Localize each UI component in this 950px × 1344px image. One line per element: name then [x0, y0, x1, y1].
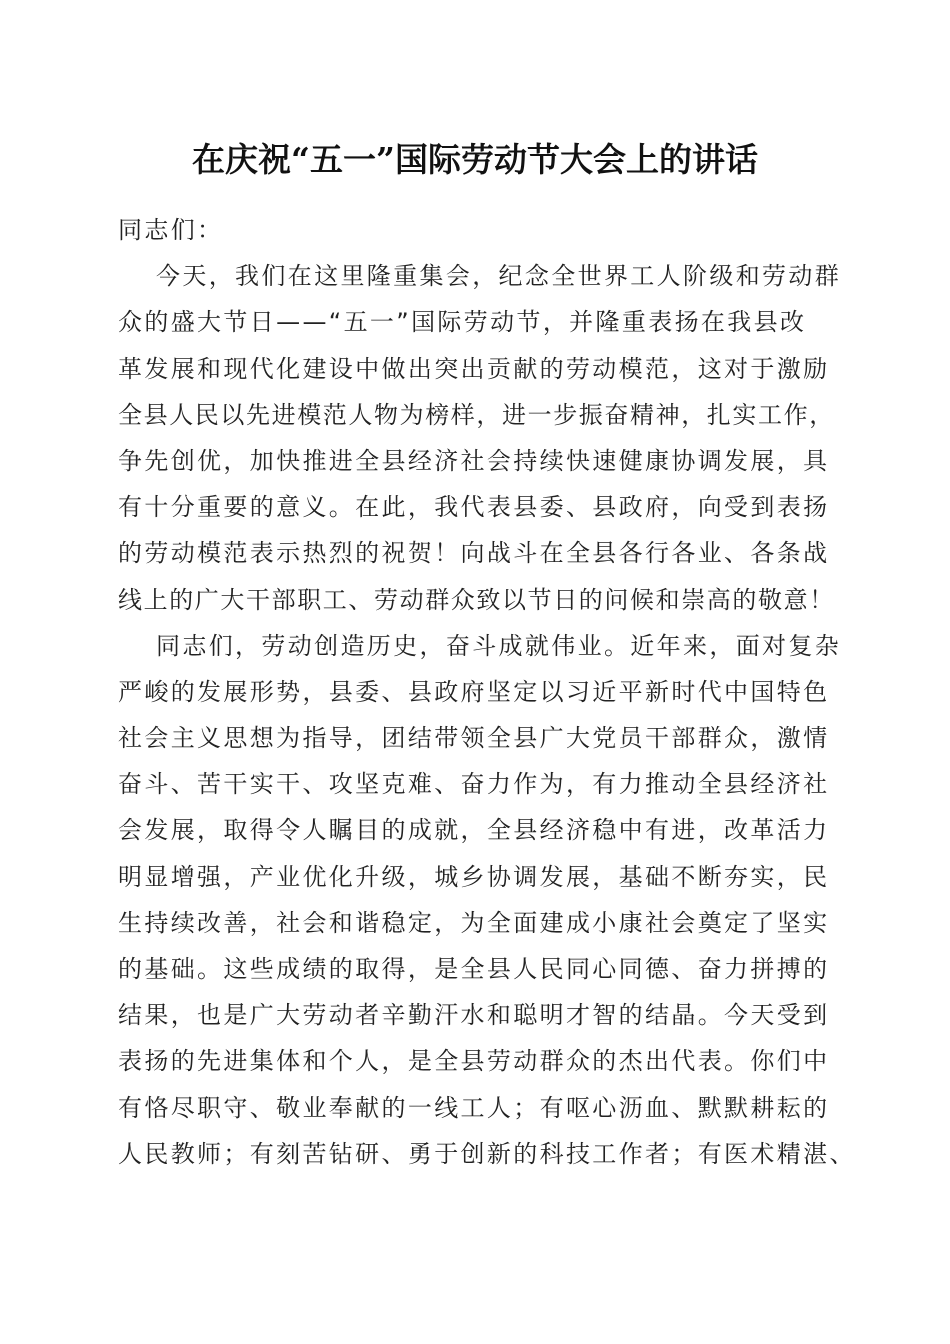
- paragraph-1-line-3: 革发展和现代化建设中做出突出贡献的劳动模范，这对于激励: [118, 354, 830, 383]
- document-title: 在庆祝“五一”国际劳动节大会上的讲话: [192, 140, 758, 179]
- paragraph-2-line-3: 社会主义思想为指导，团结带领全县广大党员干部群众，激情: [118, 724, 830, 753]
- paragraph-2-line-10: 表扬的先进集体和个人，是全县劳动群众的杰出代表。你们中: [118, 1047, 830, 1076]
- paragraph-2-line-5: 会发展，取得令人瞩目的成就，全县经济稳中有进，改革活力: [118, 816, 830, 845]
- paragraph-2-line-8: 的基础。这些成绩的取得，是全县人民同心同德、奋力拼搏的: [118, 955, 830, 983]
- paragraph-1-line-7: 的劳动模范表示热烈的祝贺！向战斗在全县各行各业、各条战: [118, 539, 830, 568]
- paragraph-2-line-9: 结果，也是广大劳动者辛勤汗水和聪明才智的结晶。今天受到: [118, 1001, 830, 1030]
- paragraph-1-line-4: 全县人民以先进模范人物为榜样，进一步振奋精神，扎实工作，: [118, 400, 835, 429]
- paragraph-2-line-7: 生持续改善，社会和谐稳定，为全面建成小康社会奠定了坚实: [118, 908, 830, 937]
- document-body: [118, 207, 856, 1177]
- paragraph-1-line-1: 今天，我们在这里隆重集会，纪念全世界工人阶级和劳动群: [156, 262, 842, 291]
- paragraph-2-line-1: 同志们，劳动创造历史，奋斗成就伟业。近年来，面对复杂: [156, 631, 842, 660]
- salutation-line: 同志们：: [118, 216, 224, 244]
- paragraph-1-line-5: 争先创优，加快推进全县经济社会持续快速健康协调发展，具: [118, 446, 830, 475]
- paragraph-1-line-8: 线上的广大干部职工、劳动群众致以节日的问候和崇高的敬意！: [118, 585, 835, 614]
- paragraph-2-line-11: 有恪尽职守、敬业奉献的一线工人；有呕心沥血、默默耕耘的: [118, 1093, 830, 1122]
- paragraph-2-line-2: 严峻的发展形势，县委、县政府坚定以习近平新时代中国特色: [118, 677, 830, 706]
- paragraph-1-line-6: 有十分重要的意义。在此，我代表县委、县政府，向受到表扬: [118, 493, 830, 522]
- paragraph-2-line-12: 人民教师；有刻苦钻研、勇于创新的科技工作者；有医术精湛、: [118, 1139, 856, 1168]
- paragraph-1-line-2: 众的盛大节日——“五一”国际劳动节，并隆重表扬在我县改: [118, 308, 807, 337]
- paragraph-2-line-6: 明显增强，产业优化升级，城乡协调发展，基础不断夯实，民: [118, 862, 830, 891]
- paragraph-2-line-4: 奋斗、苦干实干、攻坚克难、奋力作为，有力推动全县经济社: [118, 770, 830, 799]
